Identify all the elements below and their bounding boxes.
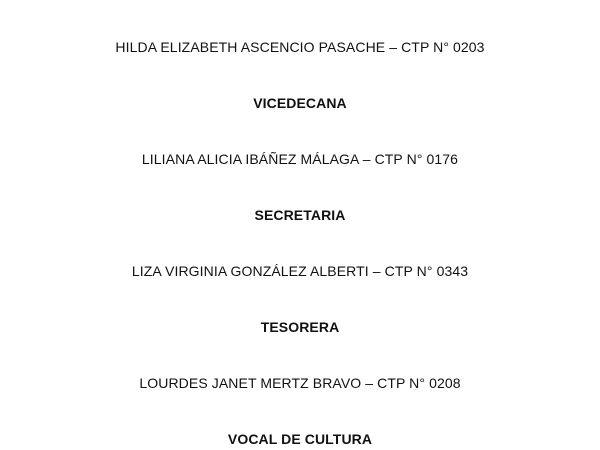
position-title: VICEDECANA [253, 95, 347, 111]
position-title: SECRETARIA [254, 207, 346, 223]
member-name-line: LOURDES JANET MERTZ BRAVO – CTP N° 0208 [139, 375, 461, 391]
member-name-line: LILIANA ALICIA IBÁÑEZ MÁLAGA – CTP N° 0176 [141, 151, 459, 167]
member-name-line: LIZA VIRGINIA GONZÁLEZ ALBERTI – CTP N° 0343 [131, 263, 469, 279]
member-name-line: HILDA ELIZABETH ASCENCIO PASACHE – CTP N° 0203 [115, 39, 485, 55]
position-title: VOCAL DE CULTURA [227, 431, 373, 447]
position-title: TESORERA [260, 319, 340, 335]
